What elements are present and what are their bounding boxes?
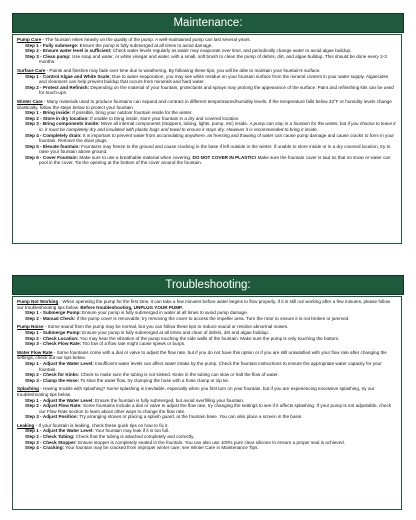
leaking-heading: Leaking	[17, 422, 35, 428]
pump-care-intro: - The fountain relies heavily on the quality of the pump. A well-maintained pump can last several years.	[41, 37, 251, 42]
pump-care-section	[17, 37, 397, 65]
surface-step: Step 1 - Control Algae and White Scale: Due to water evaporation, you may see white residue on your fountain surface from the mineral content in your water supply. Algaecides and cleansers can help prevent buildup that occurs from minerals and hard water.	[25, 73, 389, 85]
pump-step: Step 2 - Ensure water level is sufficient: Check water levels regularly as water may evaporate over time, and periodically change water to avoid algae buildup.	[25, 48, 352, 54]
leak-step: Step 2 - Check Tubing: Check that the tubing is attached completely and correctly.	[25, 434, 195, 440]
splash-step: Step 1 - Adjust the Water Level: Ensure the fountain is fully submerged, but avoid overfilling your fountain.	[25, 397, 245, 403]
pump-noise-intro: - Some sound from the pump may be normal, but you can follow these tips to reduce sound or resolve abnormal noises.	[43, 324, 289, 330]
water-flow-section	[17, 350, 397, 384]
pump-not-working-section	[17, 299, 397, 321]
flow-step: Step 2 - Check for Kinks: Check to make sure the tubing is not kinked. Kinks in the tubing can slow or halt the flow of water.	[25, 372, 279, 378]
troubleshooting-box	[12, 296, 402, 510]
winter-care-intro: - Many materials used to produce fountains can expand and contract in different temperatures/humidity levels. If the temperature falls below 32°F or humidity levels change drastically, follow the steps below to protect your fountain.	[17, 98, 392, 110]
surface-care-section	[17, 68, 397, 96]
winter-step: Step 4 - Completely drain: It is important to prevent water from accumulating anywhere, as freezing and thawing of water can cause pump damage and cause cracks to form in your fountain. Remove the drain plugs.	[25, 132, 394, 144]
noise-step: Step 1 - Submerge Pump: Ensure your pump is fully submerged at all times and clean of debris, dirt and algae buildup.	[25, 329, 270, 335]
pnw-step: Step 1 - Submerge Pump: Ensure your pump is fully submerged in water at all times to avoid pump damage.	[25, 310, 248, 316]
winter-step: Step 2 - Store in dry location: If unable to bring inside, store your fountain in a dry and covered location.	[25, 115, 240, 121]
winter-step: Step 1 - Bring inside: If possible, bring your outdoor fountain inside for the winter.	[25, 110, 193, 116]
winter-care-heading: Winter Care	[17, 98, 43, 104]
pump-care-heading: Pump Care	[17, 37, 42, 42]
winter-step: Step 5 - Elevate fountain: Fountains may freeze to the ground and cause cracking in the base if left outside in the winter. If unable to store inside or in a dry covered location, try to raise your fountain above ground.	[25, 143, 391, 155]
water-flow-intro: - Some fountains come with a dial or valve to adjust the flow rate, but if you do not have this option or if you are still unsatisfied with your flow rate after changing the settings, check out our tips below.	[17, 349, 387, 361]
water-flow-heading: Water Flow Rate	[17, 349, 53, 355]
leak-step: Step 1 - Adjust the Water Level: Your fountain may leak if it is too full.	[25, 428, 170, 434]
leak-step: Step 3 - Check Stopper: Ensure stopper is completely seated in the fountain. You can also use 100% pure clear silicone to ensure a proper seal is achieved.	[25, 439, 345, 445]
surface-care-heading: Surface Care	[17, 67, 46, 73]
pnw-step: Step 2 - Manual Check: If the pump cover is removable, try removing the cover to access the impeller area. Turn the rotor to ensure it is not broken or jammed.	[25, 315, 350, 321]
surface-care-intro: - Paints and finishes may fade over time due to weathering. By following these tips, you will be able to maintain your fountain's surface.	[45, 67, 321, 73]
maintenance-title: Maintenance:	[173, 17, 243, 29]
unplug-warning: Before troubleshooting, UNPLUG YOUR PUMP.	[80, 304, 183, 310]
splashing-heading: Splashing	[17, 386, 39, 392]
pump-step: Step 3 - Clean pump: Use soap and water, or white vinegar and water, with a small, soft brush to clean the pump of debris, dirt, and algae buildup. This should be done every 2-3 months.	[25, 53, 387, 65]
splashing-section	[17, 386, 397, 420]
surface-step: Step 2 - Protect and Refinish: Depending on the material of your fountain, protectants and sprays may prolong the appearance of the surface. Paint and refinishing kits can be used for touch-ups.	[25, 84, 394, 96]
pump-noise-heading: Pump Noise	[17, 324, 44, 330]
leaking-section	[17, 423, 397, 451]
winter-step: Step 6 - Cover Fountain: Make sure to use a breathable material when covering. DO NOT COVER IN PLASTIC! Make sure the fountain cover is taut so that no snow or water can pool in the cover. Tie the opening at the bottom of the cover around the fountain.	[25, 154, 391, 166]
leak-step: Step 4 - Cracking: Your fountain may be cracked from improper winter care; see Winter Care in Maintenance Tips.	[25, 445, 259, 451]
pump-not-working-intro: - When operating the pump for the first time, it can take a few minutes before water begins to flow properly. If it is still not working after a few minutes, please follow our troubleshooting tips below.	[17, 299, 391, 310]
splash-step: Step 2 - Adjust Flow Rate: Some fountains include a dial or valve to adjust the flow rate, try changing the settings to see if it affects splashing. If your pump is not adjustable, check our Flow Rate section to learn about other ways to change the flow rate.	[25, 403, 392, 414]
winter-step: Step 3 - Bring components inside: Move all internal components (stoppers, tubing, lights, pump, etc) inside. A pump can stay in a fountain for the winter, but if you choose to leave it in, it must be completely dry and insulated with plastic bags and towel to ensure it stays dry. However it is recommended to bring it inside.	[25, 121, 396, 132]
splashing-intro: - Having trouble with splashing? Some splashing is inevitable, especially when you first turn on your fountain, but if you are experiencing excessive splashing, try our troubleshooting tips below.	[17, 386, 375, 397]
flow-step: Step 3 - Clamp the Hose: To slow the water flow, try clamping the hose with a hose clamp or zip tie.	[25, 377, 230, 383]
noise-step: Step 2 - Check Location: You may hear the vibration of the pump touching the side walls of the fountain. Make sure the pump is only touching the bottom.	[25, 335, 340, 341]
pump-noise-section	[17, 324, 397, 346]
troubleshooting-title: Troubleshooting:	[165, 279, 251, 291]
maintenance-banner	[12, 13, 404, 33]
splash-step: Step 3 - Adjust Position: Try arranging stones or placing a splash guard, at the fountain base. You can also place a screen in the basin.	[25, 414, 303, 420]
pump-not-working-heading: Pump Not Working	[17, 299, 59, 304]
noise-step: Step 3 - Check Flow Rate: Too low of a flow rate might cause spews or burps.	[25, 341, 186, 347]
winter-care-section	[17, 99, 397, 166]
maintenance-box	[12, 34, 402, 244]
pump-step: Step 1 - Fully submerge: Ensure the pump is fully submerged at all times to avoid damage.	[25, 42, 213, 48]
leaking-intro: - If your fountain is leaking, check these quick tips on how to fix it.	[34, 422, 169, 428]
troubleshooting-banner	[12, 275, 404, 295]
flow-step: Step 1 - Adjust the Water Level: Insufficient water levels can affect water intake by the pump. Check the fountain instructions to ensure the appropriate water capacity for your fountain.	[25, 360, 382, 372]
